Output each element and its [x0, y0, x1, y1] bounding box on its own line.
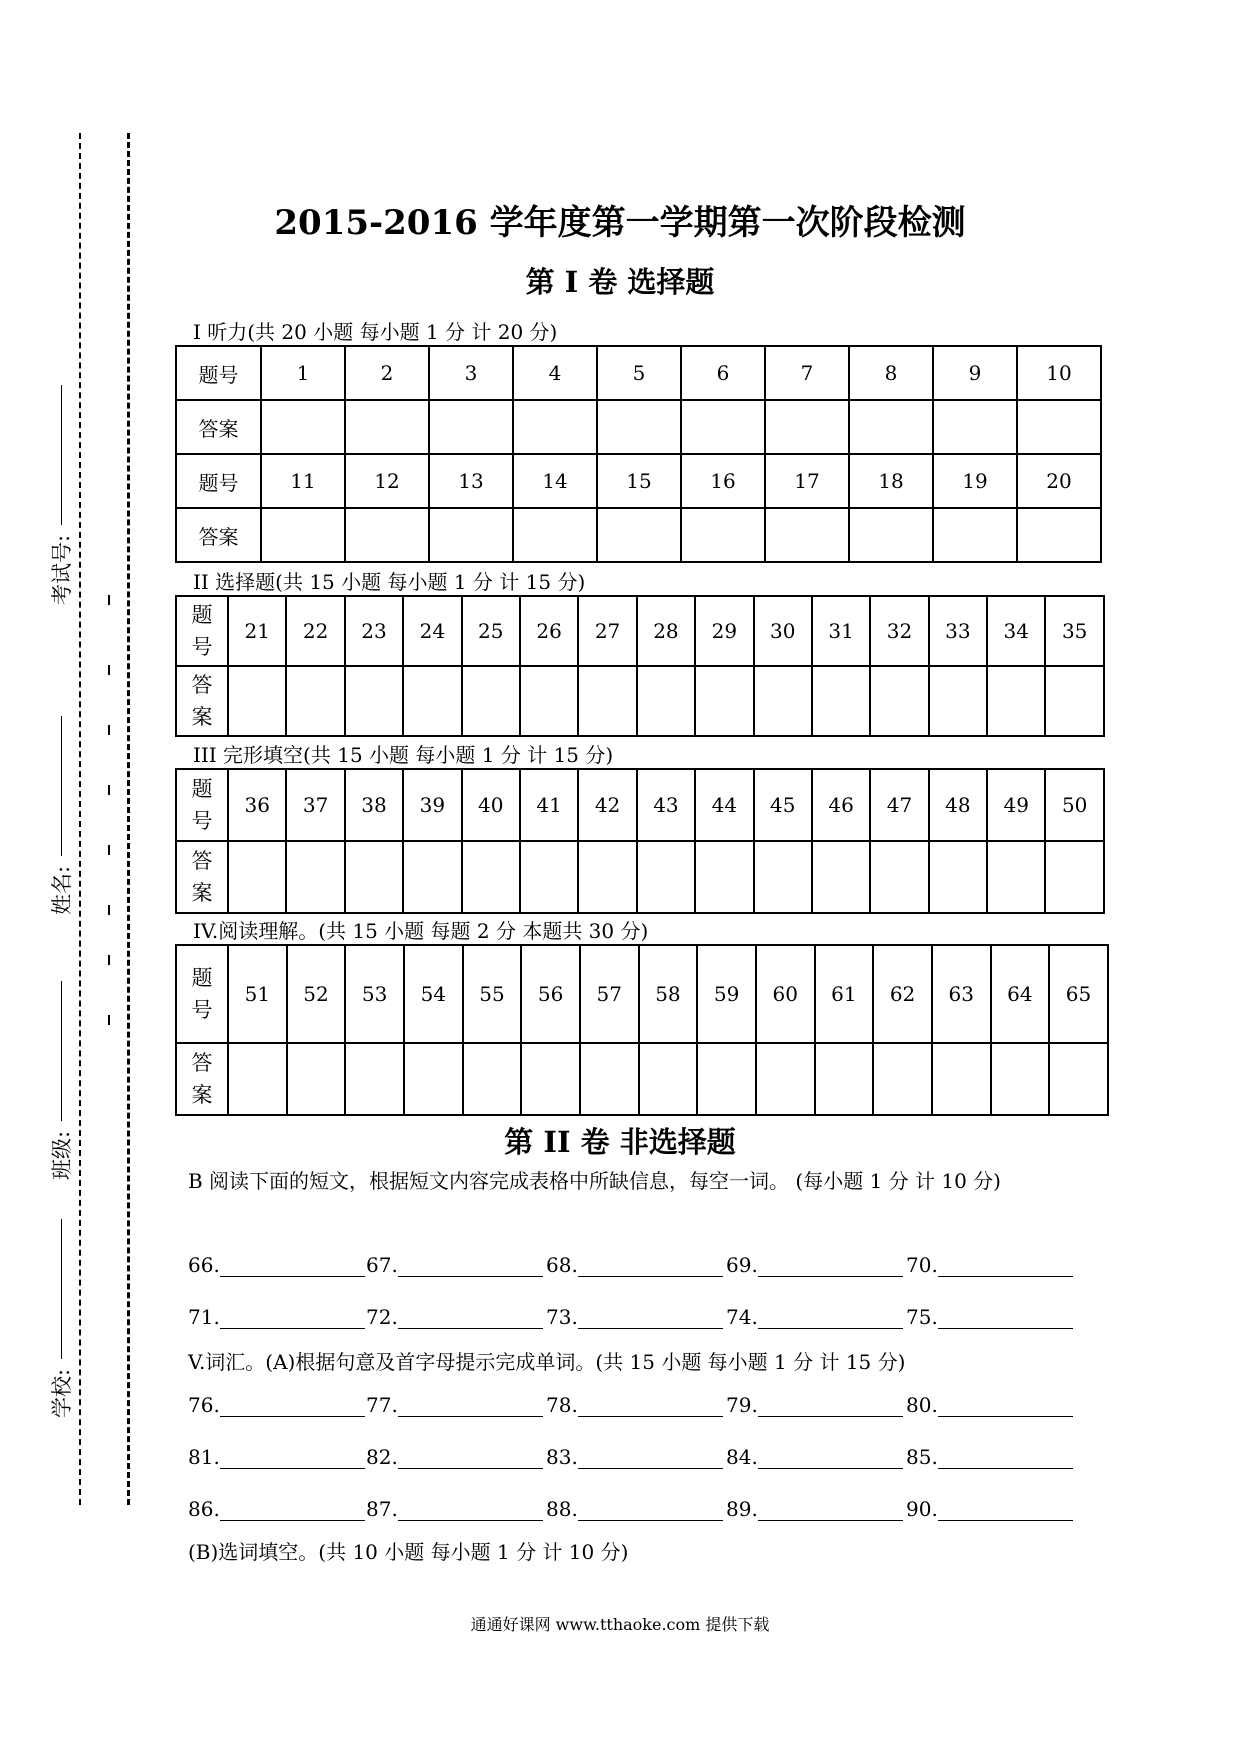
blank-line[interactable]	[578, 1446, 723, 1469]
question-number: 58	[639, 945, 698, 1043]
listening-answer-row-2	[176, 508, 1101, 562]
answer-cell[interactable]	[849, 400, 933, 454]
answer-cell[interactable]	[513, 400, 597, 454]
answer-cell[interactable]	[345, 666, 403, 736]
answer-cell[interactable]	[873, 1043, 932, 1115]
question-number-label: 题号	[176, 346, 261, 400]
question-number: 15	[597, 454, 681, 508]
blank-number: 86.	[188, 1497, 220, 1521]
reading-answer-table	[175, 944, 1109, 1116]
blank-row-76	[188, 1393, 1058, 1423]
question-number: 45	[754, 769, 812, 841]
answer-cell[interactable]	[754, 841, 812, 913]
blank-line[interactable]	[398, 1498, 543, 1521]
question-number: 65	[1049, 945, 1108, 1043]
fill-blank[interactable]	[546, 1253, 723, 1277]
answer-cell[interactable]	[261, 400, 345, 454]
question-number: 10	[1017, 346, 1101, 400]
name-label: 姓名:	[50, 865, 74, 915]
question-number: 44	[695, 769, 753, 841]
question-number: 2	[345, 346, 429, 400]
question-number: 47	[870, 769, 928, 841]
question-number: 59	[697, 945, 756, 1043]
question-number: 8	[849, 346, 933, 400]
blank-number: 88.	[546, 1497, 578, 1521]
question-number: 19	[933, 454, 1017, 508]
blank-line[interactable]	[578, 1498, 723, 1521]
question-number: 63	[932, 945, 991, 1043]
blank-number: 87.	[366, 1497, 398, 1521]
cloze-answer-table	[175, 768, 1105, 914]
blank-number: 71.	[188, 1305, 220, 1329]
answer-cell[interactable]	[933, 508, 1017, 562]
question-number: 41	[520, 769, 578, 841]
question-number: 29	[695, 596, 753, 666]
question-number: 23	[345, 596, 403, 666]
answer-cell[interactable]	[765, 508, 849, 562]
choice-heading: II 选择题(共 15 小题 每小题 1 分 计 15 分)	[193, 570, 586, 594]
question-number: 31	[812, 596, 870, 666]
answer-label: 答 案	[176, 841, 228, 913]
answer-cell[interactable]	[286, 841, 344, 913]
blank-number: 89.	[726, 1497, 758, 1521]
blank-number: 83.	[546, 1445, 578, 1469]
question-number: 61	[815, 945, 874, 1043]
answer-cell[interactable]	[695, 841, 753, 913]
word-fill-heading: (B)选词填空。(共 10 小题 每小题 1 分 计 10 分)	[188, 1540, 629, 1564]
question-number: 27	[578, 596, 636, 666]
blank-line[interactable]	[398, 1446, 543, 1469]
answer-cell[interactable]	[462, 666, 520, 736]
blank-line[interactable]	[578, 1254, 723, 1277]
answer-cell[interactable]	[987, 666, 1045, 736]
question-number: 57	[580, 945, 639, 1043]
reading-heading: IV.阅读理解。(共 15 小题 每题 2 分 本题共 30 分)	[193, 919, 649, 943]
fill-blank[interactable]	[366, 1253, 543, 1277]
answer-cell[interactable]	[520, 666, 578, 736]
blank-line[interactable]	[398, 1306, 543, 1329]
answer-cell[interactable]	[991, 1043, 1050, 1115]
blank-number: 79.	[726, 1393, 758, 1417]
blank-number: 90.	[906, 1497, 938, 1521]
answer-cell[interactable]	[345, 841, 403, 913]
question-number: 36	[228, 769, 286, 841]
reading-number-row	[176, 945, 1108, 1043]
question-number: 56	[521, 945, 580, 1043]
blank-line[interactable]	[220, 1498, 365, 1521]
fill-blank[interactable]	[906, 1305, 1073, 1329]
blank-line[interactable]	[398, 1254, 543, 1277]
fill-blank[interactable]	[726, 1253, 903, 1277]
binding-dashed-line-inner	[127, 133, 130, 1505]
blank-number: 68.	[546, 1253, 578, 1277]
blank-number: 72.	[366, 1305, 398, 1329]
fill-blank[interactable]	[366, 1445, 543, 1469]
binding-dashed-line-outer	[79, 133, 81, 1505]
question-number: 3	[429, 346, 513, 400]
fill-blank[interactable]	[906, 1445, 1073, 1469]
question-number: 16	[681, 454, 765, 508]
blank-line[interactable]	[220, 1446, 365, 1469]
answer-cell[interactable]	[403, 841, 461, 913]
blank-row-66	[188, 1253, 1058, 1283]
blank-line[interactable]	[758, 1254, 903, 1277]
answer-cell[interactable]	[756, 1043, 815, 1115]
fill-blank[interactable]	[906, 1393, 1073, 1417]
answer-cell[interactable]	[287, 1043, 346, 1115]
exam-number-line[interactable]	[60, 385, 62, 525]
answer-cell[interactable]	[695, 666, 753, 736]
fill-blank[interactable]	[906, 1497, 1073, 1521]
answer-cell[interactable]	[933, 400, 1017, 454]
answer-cell[interactable]	[1045, 841, 1103, 913]
question-number: 64	[991, 945, 1050, 1043]
blank-number: 84.	[726, 1445, 758, 1469]
question-number: 38	[345, 769, 403, 841]
answer-cell[interactable]	[1017, 508, 1101, 562]
fill-blank[interactable]	[546, 1497, 723, 1521]
answer-cell[interactable]	[597, 400, 681, 454]
answer-cell[interactable]	[578, 666, 636, 736]
question-number: 6	[681, 346, 765, 400]
answer-cell[interactable]	[597, 508, 681, 562]
question-number: 17	[765, 454, 849, 508]
question-number: 7	[765, 346, 849, 400]
question-number: 20	[1017, 454, 1101, 508]
listening-answer-row-1	[176, 400, 1101, 454]
question-number: 30	[754, 596, 812, 666]
blank-line[interactable]	[938, 1498, 1073, 1521]
answer-cell[interactable]	[1049, 1043, 1108, 1115]
answer-cell[interactable]	[681, 400, 765, 454]
exam-number-label: 考试号:	[50, 534, 74, 605]
answer-cell[interactable]	[403, 666, 461, 736]
blank-line[interactable]	[938, 1306, 1073, 1329]
answer-cell[interactable]	[812, 666, 870, 736]
cloze-answer-row	[176, 841, 1104, 913]
blank-line[interactable]	[758, 1394, 903, 1417]
question-number: 12	[345, 454, 429, 508]
answer-cell[interactable]	[521, 1043, 580, 1115]
fill-blank[interactable]	[546, 1445, 723, 1469]
question-number: 1	[261, 346, 345, 400]
question-number: 48	[929, 769, 987, 841]
part1-title: 第 I 卷 选择题	[525, 265, 715, 299]
answer-cell[interactable]	[429, 508, 513, 562]
answer-cell[interactable]	[429, 400, 513, 454]
blank-line[interactable]	[758, 1306, 903, 1329]
answer-cell[interactable]	[639, 1043, 698, 1115]
question-number: 62	[873, 945, 932, 1043]
fill-blank[interactable]	[906, 1253, 1073, 1277]
question-number-label: 题 号	[176, 596, 228, 666]
question-number: 35	[1045, 596, 1103, 666]
question-number: 51	[228, 945, 287, 1043]
answer-label: 答案	[176, 508, 261, 562]
answer-cell[interactable]	[228, 1043, 287, 1115]
answer-cell[interactable]	[1017, 400, 1101, 454]
question-number: 18	[849, 454, 933, 508]
answer-cell[interactable]	[932, 1043, 991, 1115]
question-number: 13	[429, 454, 513, 508]
blank-row-86	[188, 1497, 1058, 1527]
reading-answer-row	[176, 1043, 1108, 1115]
fill-blank[interactable]	[188, 1497, 365, 1521]
cloze-number-row	[176, 769, 1104, 841]
class-label: 班级:	[50, 1130, 74, 1180]
answer-cell[interactable]	[765, 400, 849, 454]
answer-cell[interactable]	[580, 1043, 639, 1115]
exam-title: 2015-2016 学年度第一学期第一次阶段检测	[274, 203, 966, 243]
question-number: 32	[870, 596, 928, 666]
question-number-label: 题 号	[176, 945, 228, 1043]
answer-cell[interactable]	[404, 1043, 463, 1115]
blank-line[interactable]	[758, 1498, 903, 1521]
question-number: 55	[463, 945, 522, 1043]
question-number: 37	[286, 769, 344, 841]
answer-cell[interactable]	[463, 1043, 522, 1115]
blank-number: 78.	[546, 1393, 578, 1417]
blank-number: 85.	[906, 1445, 938, 1469]
blank-line[interactable]	[398, 1394, 543, 1417]
b-instruction: B 阅读下面的短文，根据短文内容完成表格中所缺信息，每空一词。 (每小题 1 分 计 10 分)	[188, 1169, 1001, 1193]
answer-cell[interactable]	[870, 841, 928, 913]
blank-number: 75.	[906, 1305, 938, 1329]
fill-blank[interactable]	[546, 1305, 723, 1329]
fill-blank[interactable]	[366, 1393, 543, 1417]
question-number: 46	[812, 769, 870, 841]
blank-number: 67.	[366, 1253, 398, 1277]
question-number: 4	[513, 346, 597, 400]
blank-line[interactable]	[938, 1446, 1073, 1469]
fill-blank[interactable]	[188, 1445, 365, 1469]
answer-cell[interactable]	[637, 841, 695, 913]
choice-answer-row	[176, 666, 1104, 736]
answer-cell[interactable]	[637, 666, 695, 736]
answer-cell[interactable]	[345, 1043, 404, 1115]
answer-cell[interactable]	[812, 841, 870, 913]
fill-blank[interactable]	[726, 1393, 903, 1417]
blank-number: 82.	[366, 1445, 398, 1469]
answer-cell[interactable]	[754, 666, 812, 736]
question-number: 25	[462, 596, 520, 666]
blank-row-71	[188, 1305, 1058, 1335]
blank-line[interactable]	[578, 1306, 723, 1329]
choice-number-row	[176, 596, 1104, 666]
answer-cell[interactable]	[513, 508, 597, 562]
name-line[interactable]	[60, 716, 62, 856]
blank-number: 81.	[188, 1445, 220, 1469]
blank-line[interactable]	[220, 1254, 365, 1277]
exam-number-field[interactable]	[46, 385, 76, 605]
listening-number-row-2	[176, 454, 1101, 508]
answer-cell[interactable]	[987, 841, 1045, 913]
answer-cell[interactable]	[929, 666, 987, 736]
fill-blank[interactable]	[546, 1393, 723, 1417]
answer-cell[interactable]	[286, 666, 344, 736]
listening-answer-table	[175, 345, 1102, 563]
answer-cell[interactable]	[578, 841, 636, 913]
answer-cell[interactable]	[1045, 666, 1103, 736]
blank-line[interactable]	[220, 1394, 365, 1417]
question-number: 33	[929, 596, 987, 666]
blank-line[interactable]	[578, 1394, 723, 1417]
answer-cell[interactable]	[261, 508, 345, 562]
question-number-label: 题号	[176, 454, 261, 508]
question-number: 39	[403, 769, 461, 841]
choice-answer-table	[175, 595, 1105, 737]
answer-cell[interactable]	[520, 841, 578, 913]
question-number: 14	[513, 454, 597, 508]
question-number: 42	[578, 769, 636, 841]
fill-blank[interactable]	[366, 1497, 543, 1521]
answer-cell[interactable]	[228, 841, 286, 913]
vocabulary-heading: V.词汇。(A)根据句意及首字母提示完成单词。(共 15 小题 每小题 1 分 计 15 分)	[188, 1350, 906, 1374]
footer-source: 通通好课网 www.tthaoke.com 提供下载	[470, 1615, 770, 1634]
answer-label: 答案	[176, 400, 261, 454]
blank-number: 70.	[906, 1253, 938, 1277]
answer-cell[interactable]	[345, 508, 429, 562]
fill-blank[interactable]	[726, 1497, 903, 1521]
blank-line[interactable]	[758, 1446, 903, 1469]
question-number: 11	[261, 454, 345, 508]
answer-cell[interactable]	[228, 666, 286, 736]
answer-cell[interactable]	[815, 1043, 874, 1115]
fill-blank[interactable]	[366, 1305, 543, 1329]
blank-number: 69.	[726, 1253, 758, 1277]
blank-number: 73.	[546, 1305, 578, 1329]
answer-cell[interactable]	[849, 508, 933, 562]
question-number: 28	[637, 596, 695, 666]
question-number: 54	[404, 945, 463, 1043]
question-number: 24	[403, 596, 461, 666]
name-field[interactable]	[46, 716, 76, 915]
question-number: 60	[756, 945, 815, 1043]
question-number: 43	[637, 769, 695, 841]
question-number: 40	[462, 769, 520, 841]
answer-cell[interactable]	[870, 666, 928, 736]
school-label: 学校:	[50, 1368, 74, 1418]
fill-blank[interactable]	[188, 1305, 365, 1329]
question-number: 34	[987, 596, 1045, 666]
blank-line[interactable]	[220, 1306, 365, 1329]
question-number: 9	[933, 346, 1017, 400]
blank-row-81	[188, 1445, 1058, 1475]
school-line[interactable]	[60, 1219, 62, 1359]
question-number: 52	[287, 945, 346, 1043]
question-number: 22	[286, 596, 344, 666]
cloze-heading: III 完形填空(共 15 小题 每小题 1 分 计 15 分)	[193, 743, 614, 767]
school-field[interactable]	[46, 1219, 76, 1418]
question-number-label: 题 号	[176, 769, 228, 841]
listening-heading: I 听力(共 20 小题 每小题 1 分 计 20 分)	[193, 320, 558, 344]
answer-cell[interactable]	[681, 508, 765, 562]
blank-number: 77.	[366, 1393, 398, 1417]
blank-line[interactable]	[938, 1254, 1073, 1277]
question-number: 53	[345, 945, 404, 1043]
answer-cell[interactable]	[697, 1043, 756, 1115]
answer-cell[interactable]	[929, 841, 987, 913]
answer-cell[interactable]	[462, 841, 520, 913]
blank-number: 74.	[726, 1305, 758, 1329]
question-number: 5	[597, 346, 681, 400]
answer-label: 答 案	[176, 1043, 228, 1115]
question-number: 26	[520, 596, 578, 666]
fill-blank[interactable]	[726, 1305, 903, 1329]
listening-number-row-1	[176, 346, 1101, 400]
fill-blank[interactable]	[188, 1393, 365, 1417]
answer-label: 答 案	[176, 666, 228, 736]
question-number: 49	[987, 769, 1045, 841]
answer-cell[interactable]	[345, 400, 429, 454]
question-number: 21	[228, 596, 286, 666]
class-line[interactable]	[60, 981, 62, 1121]
blank-number: 80.	[906, 1393, 938, 1417]
blank-line[interactable]	[938, 1394, 1073, 1417]
question-number: 50	[1045, 769, 1103, 841]
fill-blank[interactable]	[188, 1253, 365, 1277]
blank-number: 66.	[188, 1253, 220, 1277]
fill-blank[interactable]	[726, 1445, 903, 1469]
blank-number: 76.	[188, 1393, 220, 1417]
part2-title: 第 II 卷 非选择题	[504, 1125, 736, 1159]
